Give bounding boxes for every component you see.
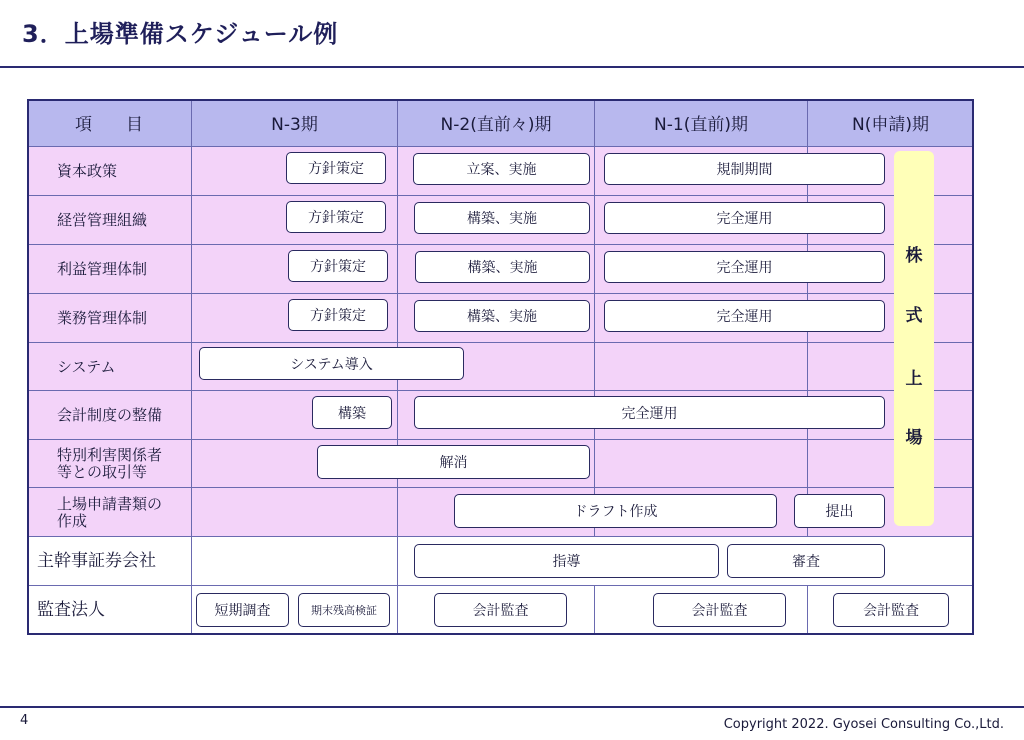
row-cell [595,343,808,391]
task-policy-capital: 方針策定 [286,152,386,184]
row-label-capital-policy: 資本政策 [57,162,118,180]
row-label-system: システム [57,357,116,376]
task-short-audit: 短期調査 [196,593,289,627]
row-cell [595,440,808,488]
header-n1: N-1(直前)期 [595,99,808,147]
header-n2: N-2(直前々)期 [398,99,595,147]
task-build-implement-profit: 構築、実施 [415,251,590,283]
task-regulation-period: 規制期間 [604,153,885,185]
task-policy-business: 方針策定 [288,299,388,331]
row-label-application-docs: 上場申請書類の 作成 [57,494,163,530]
task-guidance: 指導 [414,544,719,578]
task-policy-org: 方針策定 [286,201,386,233]
task-full-operation-accounting: 完全運用 [414,396,885,429]
row-cell [808,440,974,488]
row-label-audit-firm: 監査法人 [37,600,105,620]
stock-listing-bar [894,151,934,526]
task-full-operation-profit: 完全運用 [604,251,885,283]
task-policy-profit: 方針策定 [288,250,388,282]
task-accounting-audit-n1: 会計監査 [653,593,786,627]
row-cell [808,343,974,391]
footer-divider [0,706,1024,708]
header-n: N(申請)期 [808,99,974,147]
listing-char: 場 [905,428,923,448]
copyright-text: Copyright 2022. Gyosei Consulting Co.,Ltd. [723,717,1004,732]
page-number: 4 [20,713,29,728]
task-plan-implement: 立案、実施 [413,153,590,185]
row-label-management-org: 経営管理組織 [57,211,148,229]
row-label-profit-management: 利益管理体制 [57,260,148,278]
task-build-implement-org: 構築、実施 [414,202,590,234]
row-label-related-party: 特別利害関係者 等との取引等 [57,446,163,481]
page-title: 3．上場準備スケジュール例 [22,20,339,48]
listing-char: 式 [905,306,923,326]
task-accounting-audit-n: 会計監査 [833,593,949,627]
row-label-business-management: 業務管理体制 [57,309,148,327]
title-divider [0,66,1024,68]
task-full-operation-org: 完全運用 [604,202,885,234]
task-submit: 提出 [794,494,885,528]
row-cell [192,488,398,537]
task-review: 審査 [727,544,885,578]
task-accounting-audit-n2: 会計監査 [434,593,567,627]
task-full-operation-business: 完全運用 [604,300,885,332]
task-draft: ドラフト作成 [454,494,777,528]
listing-char: 株 [905,246,923,266]
task-resolve: 解消 [317,445,590,479]
task-build-accounting: 構築 [312,396,392,429]
header-item: 項 目 [27,99,192,147]
row-label-lead-underwriter: 主幹事証券会社 [37,551,156,571]
header-n3: N-3期 [192,99,398,147]
listing-char: 上 [905,369,923,389]
task-year-end-check: 期末残高検証 [298,593,390,627]
task-system-introduction: システム導入 [199,347,464,380]
task-build-implement-business: 構築、実施 [414,300,590,332]
row-cell [192,537,398,586]
row-label-accounting-system: 会計制度の整備 [57,406,163,424]
